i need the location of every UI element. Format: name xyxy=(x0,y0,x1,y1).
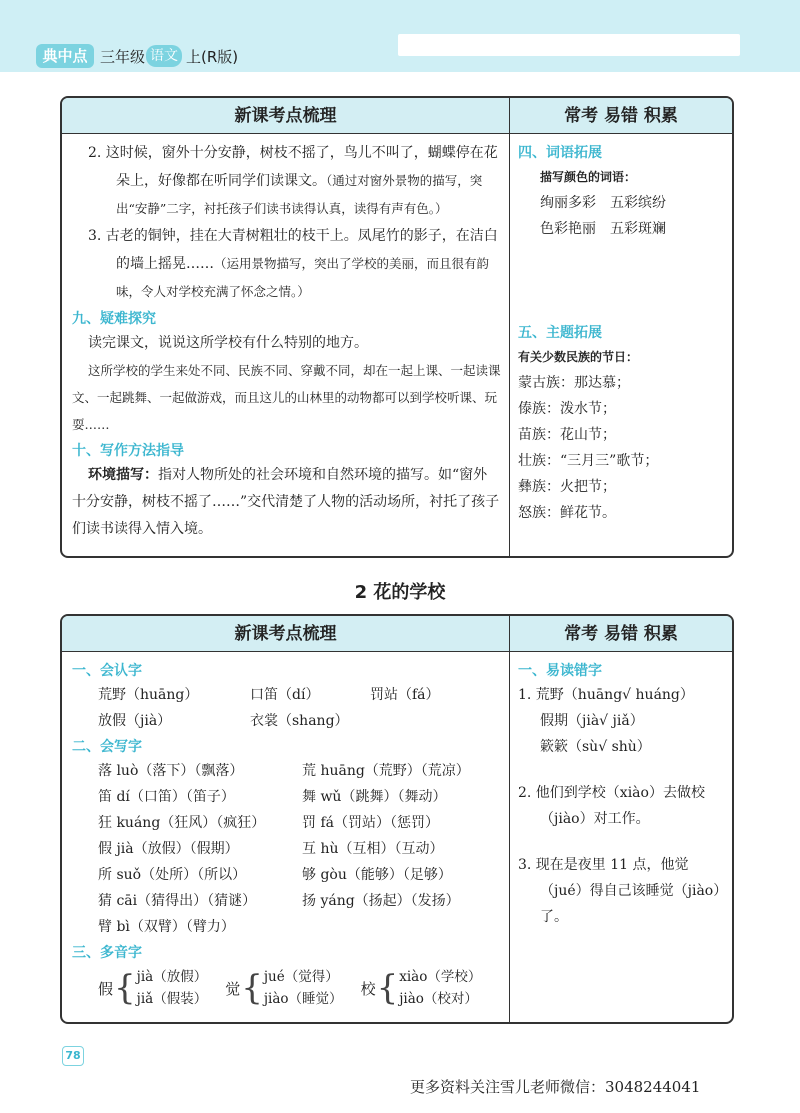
write-row: 臂 bì（双臂）（臂力） xyxy=(98,919,235,935)
polyphone-group: 校 { xiào（学校） jiào（校对） xyxy=(360,968,482,1008)
right-column xyxy=(510,652,732,1022)
section-10-heading: 十、写作方法指导 xyxy=(72,443,184,459)
misread-item: 2. 他们到学校（xiào）去做校（jiào）对工作。 xyxy=(518,785,705,827)
color-words-row: 色彩艳丽 五彩斑斓 xyxy=(540,221,666,237)
festival-item: 彝族：火把节； xyxy=(518,479,616,495)
notes-table-2 xyxy=(60,614,734,1024)
festival-item: 壮族：“三月三”歌节； xyxy=(518,453,659,469)
section-1-heading: 一、易读错字 xyxy=(518,663,602,679)
right-column xyxy=(510,134,732,556)
left-column xyxy=(62,134,510,556)
color-words-heading: 描写颜色的词语： xyxy=(540,170,637,184)
notes-table-1 xyxy=(60,96,734,558)
section-2-heading: 二、会写字 xyxy=(72,739,142,755)
subject-badge: 语文 xyxy=(146,45,182,67)
festival-heading: 有关少数民族的节日： xyxy=(518,350,639,364)
item-2: 2. 这时候，窗外十分安静，树枝不摇了，鸟儿不叫了，蝴蝶停在花朵上，好像都在听同学们读课文。（通过对窗外景物的描写，突出“安静”二字，衬托孩子们读书读得认真，读得有声有色。） xyxy=(88,145,498,216)
left-column xyxy=(62,652,510,1022)
festival-item: 傣族：泼水节； xyxy=(518,401,616,417)
page-header xyxy=(0,0,800,72)
answer-9: 这所学校的学生来处不同、民族不同、穿戴不同，却在一起上课、一起读课文、一起跳舞、一起做游戏，而且这儿的山林里的动物都可以到学校听课、玩耍…… xyxy=(72,363,501,432)
right-column-title: 常考 易错 积累 xyxy=(564,624,678,644)
question-9: 读完课文，说说这所学校有什么特别的地方。 xyxy=(88,335,368,351)
write-row: 狂 kuáng（狂风）（疯狂） 罚 fá（罚站）（惩罚） xyxy=(98,815,439,831)
festival-item: 怒族：鲜花节。 xyxy=(518,505,616,521)
section-1-heading: 一、会认字 xyxy=(72,663,142,679)
brand-logo: 典中点 xyxy=(36,44,94,68)
recognize-row: 放假（jià） 衣裳（shang） xyxy=(98,713,349,729)
misread-item: 簌簌（sù√ shù） xyxy=(540,739,651,755)
write-row: 猜 cāi（猜得出）（猜谜） 扬 yáng（扬起）（发扬） xyxy=(98,893,460,909)
left-column-title: 新课考点梳理 xyxy=(62,98,510,133)
item-3: 3. 古老的铜钟，挂在大青树粗壮的枝干上。凤尾竹的影子，在洁白的墙上摇晃……（运用景物描写，突出了学校的美丽，而且很有韵味，令人对学校充满了怀念之情。） xyxy=(88,228,498,299)
section-4-heading: 四、词语拓展 xyxy=(518,145,602,161)
left-column-title: 新课考点梳理 xyxy=(62,616,510,651)
misread-item: 假期（jià√ jiǎ） xyxy=(540,713,644,729)
festival-item: 蒙古族：那达慕； xyxy=(518,375,630,391)
polyphone-group: 觉 { jué（觉得） jiào（睡觉） xyxy=(225,968,343,1008)
recognize-row: 荒野（huāng） 口笛（dí） 罚站（fá） xyxy=(98,687,440,703)
polyphone-group: 假 { jià（放假） jiǎ（假装） xyxy=(98,968,208,1008)
write-row: 所 suǒ（处所）（所以） 够 gòu（能够）（足够） xyxy=(98,867,452,883)
header-bar xyxy=(398,34,740,56)
misread-item: 3. 现在是夜里 11 点，他觉（jué）得自己该睡觉（jiào）了。 xyxy=(518,857,721,925)
section-9-heading: 九、疑难探究 xyxy=(72,311,156,327)
section-3-heading: 三、多音字 xyxy=(72,945,142,961)
misread-item: 1. 荒野（huāng√ huáng） xyxy=(518,687,694,703)
right-column-title: 常考 易错 积累 xyxy=(564,106,678,126)
lesson-title: 2 花的学校 xyxy=(354,582,446,603)
polyphone-list xyxy=(72,966,501,1010)
edition-label: 上(R版) xyxy=(186,48,239,66)
write-row: 笛 dí（口笛）（笛子） 舞 wǔ（跳舞）（舞动） xyxy=(98,789,447,805)
grade-label: 三年级 xyxy=(100,48,146,66)
writing-tip: 环境描写：指对人物所处的社会环境和自然环境的描写。如“窗外十分安静，树枝不摇了……”交代清楚了人物的活动场所，衬托了孩子们读书读得入情入境。 xyxy=(72,467,500,537)
festival-item: 苗族：花山节； xyxy=(518,427,616,443)
color-words-row: 绚丽多彩 五彩缤纷 xyxy=(540,195,666,211)
write-row: 假 jià（放假）（假期） 互 hù（互相）（互动） xyxy=(98,841,444,857)
section-5-heading: 五、主题拓展 xyxy=(518,325,602,341)
table-header xyxy=(62,616,732,652)
page-number: 78 xyxy=(62,1046,84,1066)
footer-note: 更多资料关注雪儿老师微信：3048244041 xyxy=(410,1078,701,1096)
table-header xyxy=(62,98,732,134)
write-row: 落 luò（落下）（飘落） 荒 huāng（荒野）（荒凉） xyxy=(98,763,470,779)
